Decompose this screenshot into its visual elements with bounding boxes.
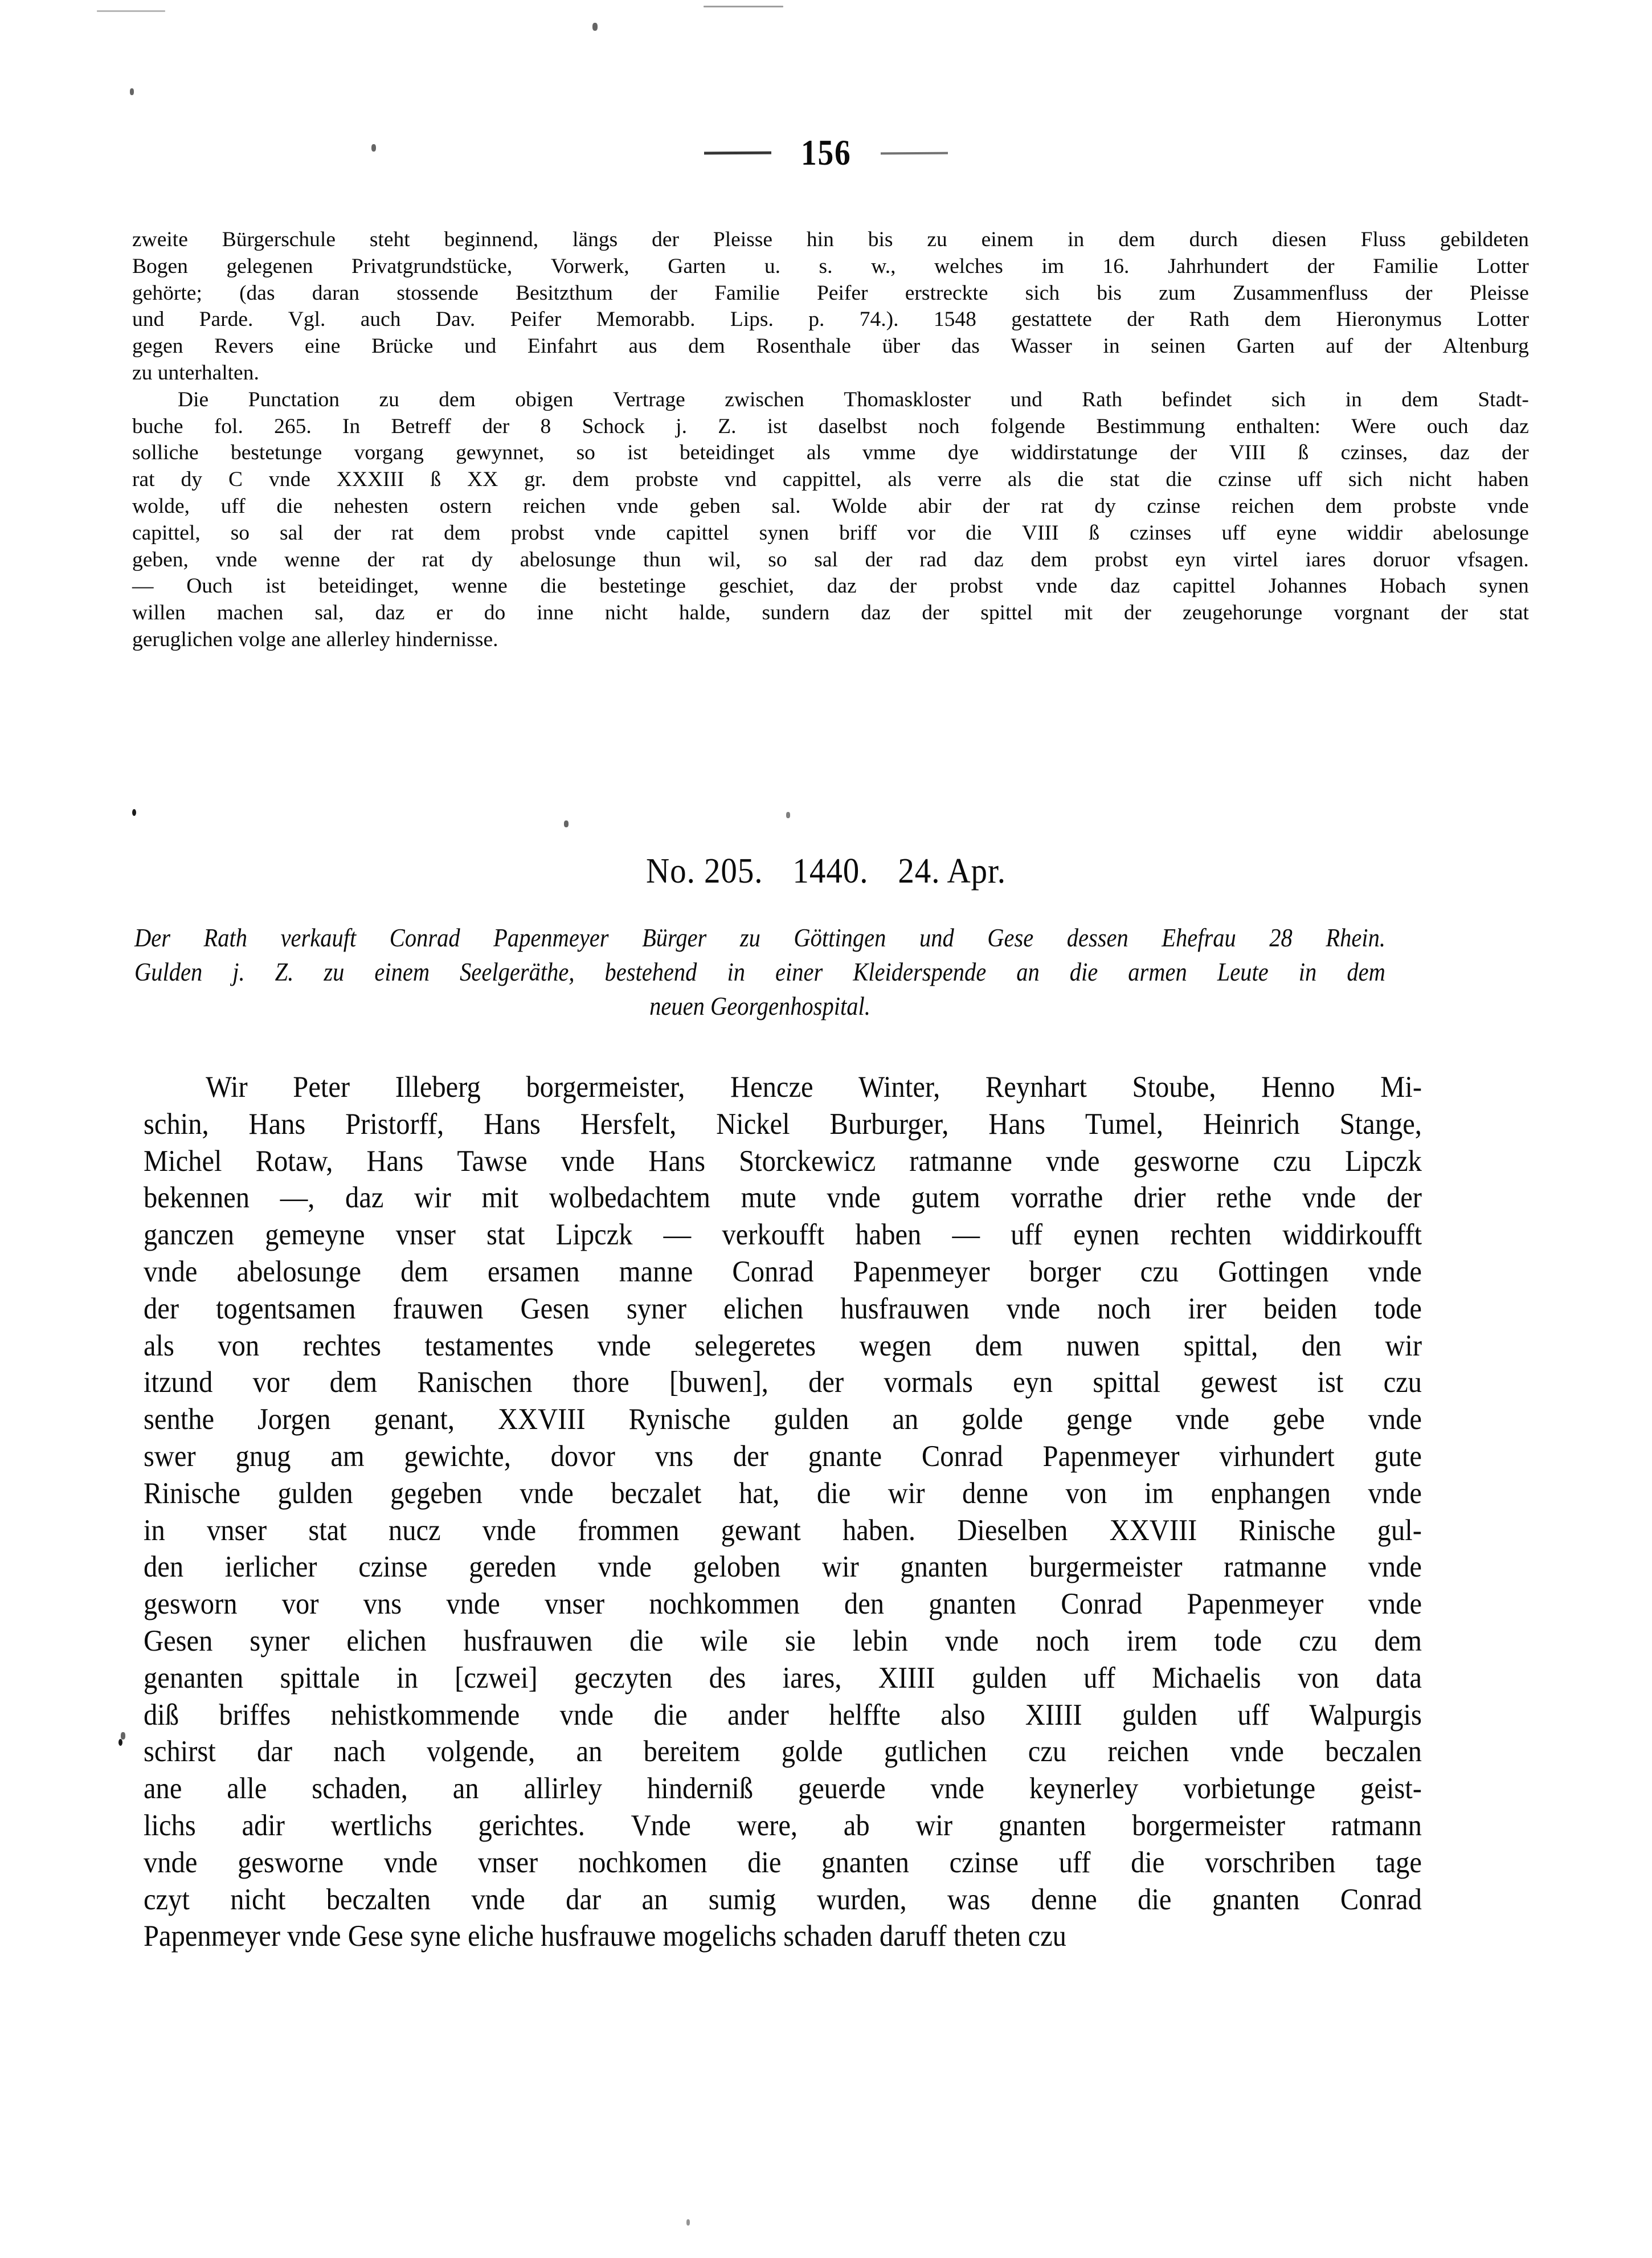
page-number: 156: [800, 133, 852, 173]
body-line: diß briffes nehistkommende vnde die ander helffte also XIIII gulden uff Walpurgis: [144, 1698, 1422, 1732]
regest-line: neuen Georgenhospital.: [649, 992, 870, 1020]
note-line: wolde, uff die nehesten ostern reichen vnde geben sal. Wolde abir der rat dy czinse reichen dem probste vnde: [132, 494, 1529, 518]
scan-artifact: [97, 10, 165, 12]
body-line: Papenmeyer vnde Gese syne eliche husfrauwe mogelichs schaden daruff theten czu: [144, 1920, 1066, 1953]
scan-artifact: [686, 2219, 690, 2226]
body-line: Michel Rotaw, Hans Tawse vnde Hans Storckewicz ratmanne vnde gesworne czu Lipczk: [144, 1144, 1422, 1178]
body-line: swer gnug am gewichte, dovor vns der gnante Conrad Papenmeyer virhundert gute: [144, 1439, 1422, 1473]
charter-heading: [66, 850, 1586, 892]
body-line: genanten spittale in [czwei] geczyten des iares, XIIII gulden uff Michaelis von data: [144, 1661, 1422, 1694]
note-line: geben, vnde wenne der rat dy abelosunge thun wil, so sal der rad daz dem probst eyn virtel iares doruor vfsagen.: [132, 548, 1529, 571]
charter-year: 1440.: [792, 852, 869, 891]
scan-artifact: [121, 1732, 125, 1740]
note-line: rat dy C vnde XXXIII ß XX gr. dem probste vnd cappittel, als verre als die stat die czinse uff sich nicht haben: [132, 468, 1529, 492]
body-line: schirst dar nach volgende, an bereitem golde gutlichen czu reichen vnde beczalen: [144, 1735, 1422, 1769]
scan-artifact: [592, 23, 598, 31]
scan-artifact: [564, 820, 569, 827]
note-line: Die Punctation zu dem obigen Vertrage zwischen Thomaskloster und Rath befindet sich in dem Stadt-: [178, 387, 1529, 411]
note-paragraph-2: [132, 387, 1529, 654]
margin-ink-dot: [132, 809, 136, 816]
scan-artifact: [130, 88, 134, 95]
running-head: [0, 132, 1652, 174]
body-line: itzund vor dem Ranischen thore [buwen], der vormals eyn spittal gewest ist czu: [144, 1366, 1422, 1399]
body-line: lichs adir wertlichs gerichtes. Vnde were, ab wir gnanten borgermeister ratmann: [144, 1808, 1422, 1842]
note-line: zu unterhalten.: [132, 361, 259, 385]
scan-artifact: [786, 812, 790, 818]
note-line: geruglichen volge ane allerley hindernisse.: [132, 627, 498, 651]
regest-line: Der Rath verkauft Conrad Papenmeyer Bürger zu Göttingen und Gese dessen Ehefrau 28 Rhein.: [134, 924, 1385, 952]
footnote-block: [132, 227, 1529, 654]
note-line: — Ouch ist beteidinget, wenne die bestetinge geschiet, daz der probst vnde daz capittel Johannes Hobach synen: [132, 574, 1529, 598]
note-line: gehörte; (das daran stossende Besitzthum der Familie Peifer erstreckte sich bis zum Zusammenfluss der Pleisse: [132, 281, 1529, 305]
note-line: solliche bestetunge vorgang gewynnet, so ist beteidinget als vmme dye widdirstatunge der VIII ß czinses, daz der: [132, 441, 1529, 465]
note-line: zweite Bürgerschule steht beginnend, längs der Pleisse hin bis zu einem in dem durch diesen Fluss gebildeten: [132, 228, 1529, 251]
body-line: Wir Peter Illeberg borgermeister, Hencze Winter, Reynhart Stoube, Henno Mi-: [206, 1071, 1422, 1104]
body-line: in vnser stat nucz vnde frommen gewant haben. Dieselben XXVIII Rinische gul-: [144, 1513, 1422, 1547]
note-paragraph-1: [132, 227, 1529, 387]
body-line: czyt nicht beczalten vnde dar an sumig wurden, was denne die gnanten Conrad: [144, 1883, 1422, 1916]
body-line: als von rechtes testamentes vnde selegeretes wegen dem nuwen spittal, den wir: [144, 1329, 1422, 1362]
body-line: den ierlicher czinse gereden vnde geloben wir gnanten burgermeister ratmanne vnde: [144, 1550, 1422, 1584]
note-line: buche fol. 265. In Betreff der 8 Schock j. Z. ist daselbst noch folgende Bestimmung enthalten: Were ouch daz: [132, 414, 1529, 438]
regest-line: Gulden j. Z. zu einem Seelgeräthe, bestehend in einer Kleiderspende an die armen Leute in dem: [134, 958, 1385, 986]
note-line: willen machen sal, daz er do inne nicht halde, sundern daz der spittel mit der zeugehorunge vorgnant der stat: [132, 601, 1529, 625]
scan-artifact: [704, 6, 783, 7]
body-line: schin, Hans Pristorff, Hans Hersfelt, Nickel Burburger, Hans Tumel, Heinrich Stange,: [144, 1107, 1422, 1141]
body-line: Rinische gulden gegeben vnde beczalet hat, die wir denne von im enphangen vnde: [144, 1476, 1422, 1510]
charter-regest: [134, 921, 1385, 1023]
note-line: Bogen gelegenen Privatgrundstücke, Vorwerk, Garten u. s. w., welches im 16. Jahrhundert der Familie Lotter: [132, 254, 1529, 278]
margin-ink-dot: [118, 1739, 122, 1746]
body-line: ganczen gemeyne vnser stat Lipczk — verkoufft haben — uff eynen rechten widdirkoufft: [144, 1218, 1422, 1252]
body-line: bekennen —, daz wir mit wolbedachtem mute vnde gutem vorrathe drier rethe vnde der: [144, 1181, 1422, 1215]
charter-body: [144, 1069, 1422, 1955]
note-line: und Parde. Vgl. auch Dav. Peifer Memorabb. Lips. p. 74.). 1548 gestattete der Rath dem Hieronymus Lotter: [132, 308, 1529, 332]
note-line: capittel, so sal der rat dem probst vnde capittel synen briff vor die VIII ß czinses uff eyne widdir abelosunge: [132, 521, 1529, 545]
head-rule-right: [881, 152, 948, 154]
charter-date: 24. Apr.: [898, 852, 1006, 891]
charter-number: No. 205.: [646, 852, 763, 891]
head-rule-left: [704, 152, 771, 155]
body-line: gesworn vor vns vnde vnser nochkommen den gnanten Conrad Papenmeyer vnde: [144, 1587, 1422, 1621]
note-line: gegen Revers eine Brücke und Einfahrt aus dem Rosenthale über das Wasser in seinen Garten auf der Altenburg: [132, 334, 1529, 358]
body-line: ane alle schaden, an allirley hinderniß geuerde vnde keynerley vorbietunge geist-: [144, 1772, 1422, 1806]
body-line: der togentsamen frauwen Gesen syner elichen husfrauwen vnde noch irer beiden tode: [144, 1292, 1422, 1325]
body-line: vnde abelosunge dem ersamen manne Conrad Papenmeyer borger czu Gottingen vnde: [144, 1255, 1422, 1288]
body-line: vnde gesworne vnde vnser nochkomen die gnanten czinse uff die vorschriben tage: [144, 1845, 1422, 1879]
body-line: Gesen syner elichen husfrauwen die wile sie lebin vnde noch irem tode czu dem: [144, 1624, 1422, 1657]
body-line: senthe Jorgen genant, XXVIII Rynische gulden an golde genge vnde gebe vnde: [144, 1403, 1422, 1436]
